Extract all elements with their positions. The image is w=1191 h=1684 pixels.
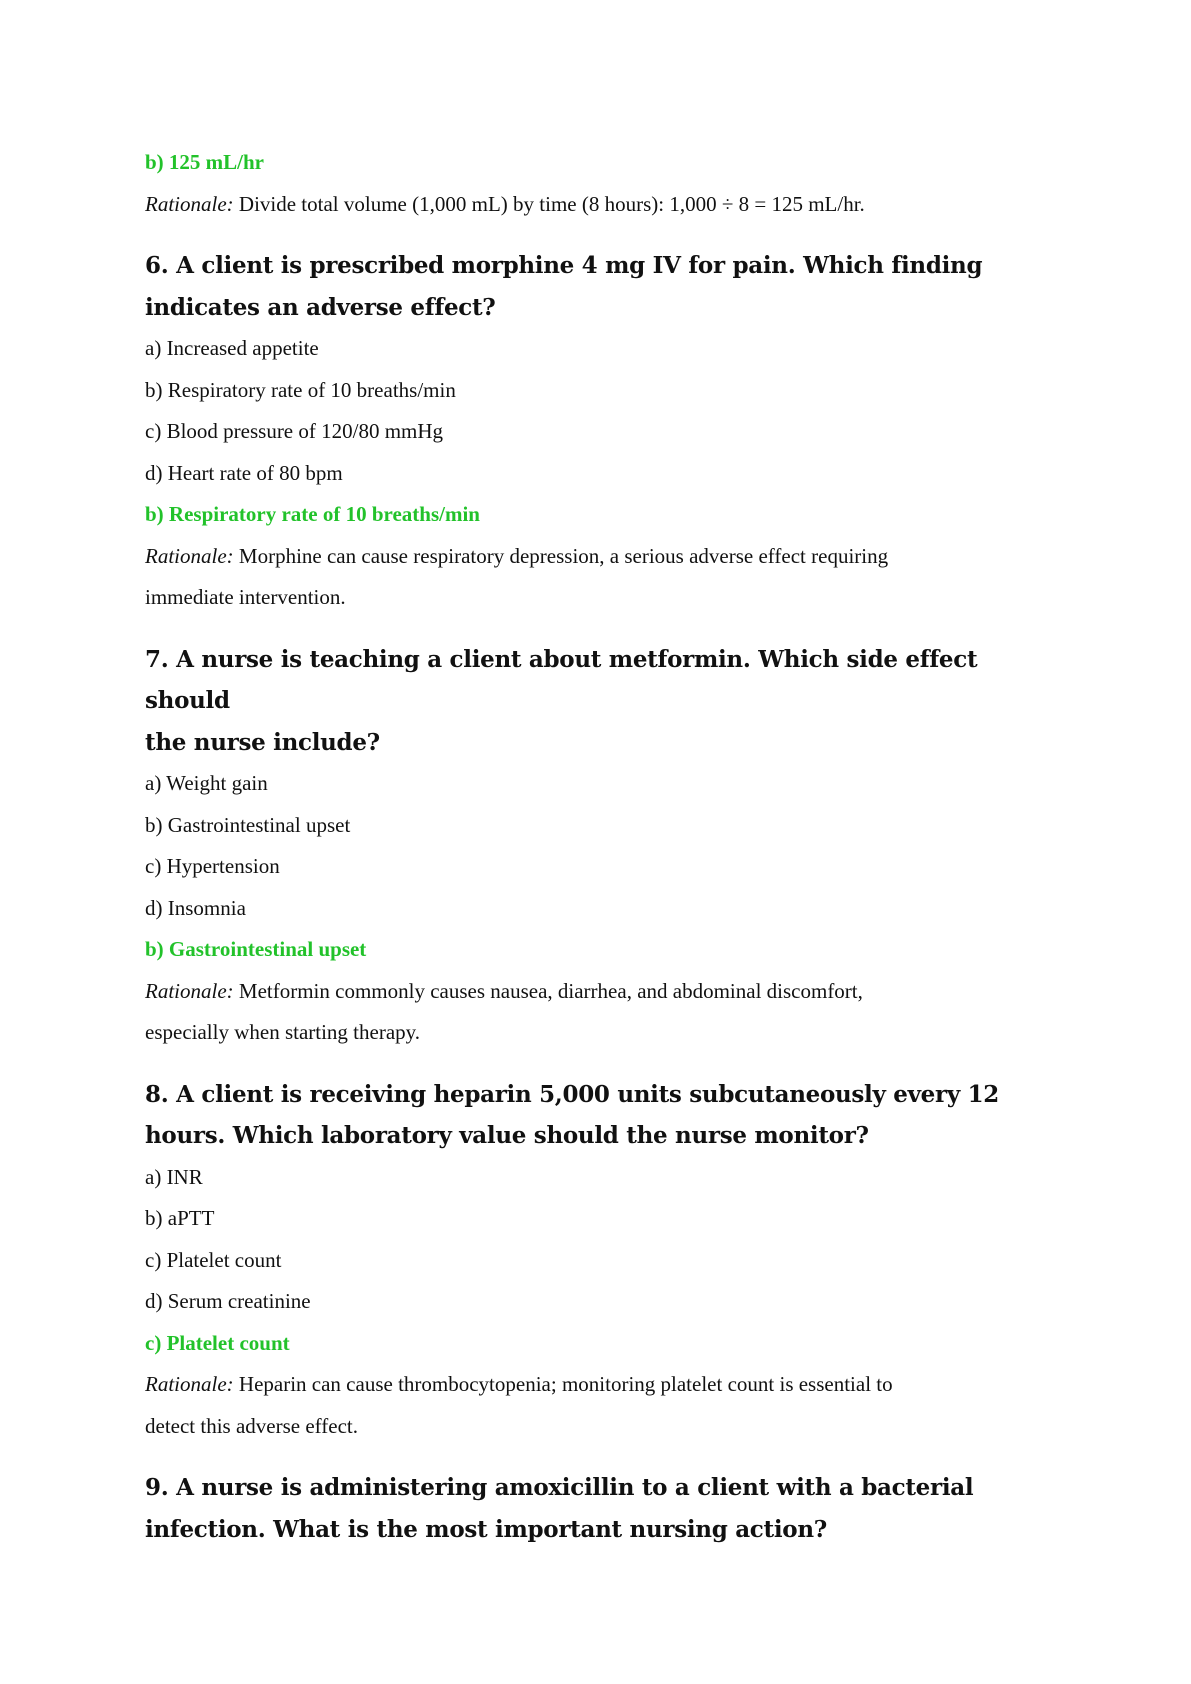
rationale-continuation: immediate intervention. — [145, 585, 346, 609]
rationale-label: Rationale: — [145, 191, 234, 216]
rationale-text: Morphine can cause respiratory depression, a serious adverse effect requiring — [233, 543, 889, 568]
rationale — [145, 184, 1051, 226]
option-b: b) Respiratory rate of 10 breaths/min — [145, 377, 456, 402]
rationale-label: Rationale: — [145, 978, 234, 1003]
question-7 — [145, 639, 1051, 764]
question-9-line1: 9. A nurse is administering amoxicillin to a client with a bacterial — [145, 1474, 974, 1501]
question-9-line2: infection. What is the most important nursing action? — [145, 1515, 827, 1543]
rationale-label: Rationale: — [145, 1372, 234, 1396]
rationale-text: Heparin can cause thrombocytopenia; monitoring platelet count is essential to — [233, 1372, 893, 1396]
rationale-label: Rationale: — [145, 543, 234, 568]
rationale — [145, 971, 1051, 1013]
answer-key: c) Platelet count — [145, 1330, 290, 1355]
rationale-text: Divide total volume (1,000 mL) by time (8 hours): 1,000 ÷ 8 = 125 mL/hr. — [233, 191, 865, 216]
option-b: b) Gastrointestinal upset — [145, 812, 351, 837]
option-d: d) Insomnia — [145, 895, 246, 920]
option-c: c) Platelet count — [145, 1247, 282, 1272]
option-a: a) Weight gain — [145, 771, 268, 795]
rationale-text: Metformin commonly causes nausea, diarrhea, and abdominal discomfort, — [233, 978, 863, 1003]
question-8-line2: hours. Which laboratory value should the nurse monitor? — [145, 1122, 869, 1149]
option-b: b) aPTT — [145, 1206, 215, 1230]
answer-key: b) 125 mL/hr — [145, 150, 265, 174]
rationale — [145, 536, 1051, 578]
option-d: d) Heart rate of 80 bpm — [145, 460, 343, 485]
question-8 — [145, 1074, 1051, 1157]
question-8-line1: 8. A client is receiving heparin 5,000 units subcutaneously every 12 — [145, 1080, 999, 1108]
question-6-line1: 6. A client is prescribed morphine 4 mg IV for pain. Which finding — [145, 252, 983, 279]
question-7-line2: the nurse include? — [145, 728, 380, 756]
answer-key: b) Respiratory rate of 10 breaths/min — [145, 502, 480, 526]
question-6-line2: indicates an adverse effect? — [145, 293, 496, 321]
option-a: a) Increased appetite — [145, 336, 319, 360]
rationale-continuation: detect this adverse effect. — [145, 1413, 359, 1438]
option-c: c) Hypertension — [145, 854, 280, 878]
option-c: c) Blood pressure of 120/80 mmHg — [145, 419, 444, 443]
question-6 — [145, 245, 1051, 328]
option-d: d) Serum creatinine — [145, 1289, 311, 1313]
rationale-continuation: especially when starting therapy. — [145, 1020, 421, 1044]
rationale — [145, 1364, 1051, 1406]
question-7-line1: 7. A nurse is teaching a client about metformin. Which side effect should — [145, 645, 978, 714]
option-a: a) INR — [145, 1164, 203, 1189]
question-9 — [145, 1467, 1051, 1550]
answer-key: b) Gastrointestinal upset — [145, 937, 367, 961]
